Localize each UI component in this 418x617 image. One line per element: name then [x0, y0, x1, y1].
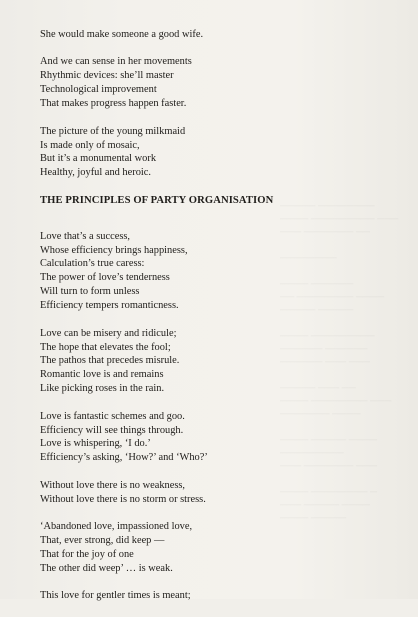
poem-line: Whose efficiency brings happiness, [40, 244, 188, 256]
stanza [40, 479, 400, 507]
stanza [40, 55, 400, 111]
poem-line: She would make someone a good wife. [40, 29, 204, 40]
poem-line: Like picking roses in the rain. [40, 383, 165, 395]
poem-line: Calculation’s true caress: [40, 258, 145, 270]
poem-line: Technological improvement [40, 84, 157, 96]
poem-line: That, ever strong, did keep — [40, 535, 165, 547]
poem-line: ‘Abandoned love, impassioned love, [40, 521, 193, 533]
stanza [40, 125, 400, 181]
stanza [40, 28, 400, 42]
stanzas-after-heading [40, 230, 400, 604]
poem-line: And we can sense in her movements [40, 56, 192, 68]
poem-line: Love is fantastic schemes and goo. [40, 410, 185, 422]
poem-line: Love can be misery and ridicule; [40, 327, 177, 339]
poem-line: Efficiency tempers romanticness. [40, 300, 179, 312]
poem-line: Without love there is no weakness, [40, 479, 186, 491]
poem-line: This love for gentler times is meant; [40, 590, 191, 602]
poem-line: The picture of the young milkmaid [40, 125, 186, 137]
stanza [40, 410, 400, 466]
poem-line: Efficiency’s asking, ‘How?’ and ‘Who?’ [40, 452, 208, 464]
poem-line: Without love there is no storm or stress. [40, 493, 206, 505]
stanza [40, 230, 400, 313]
section-heading: THE PRINCIPLES OF PARTY ORGANISATION [40, 194, 274, 206]
poem-line: But it’s a monumental work [40, 153, 157, 165]
poem-line: Efficiency will see things through. [40, 424, 184, 436]
show-through-text: ───── ──────── ──── ───────── ─── ─── ─────── ── ──────── ──── ────── ── ──────── ──── ───── ───── ──── ───────── ────── ────── ────── ─── ─── ───── ─── ── ──── ──────── ─── ─────── ──── ──── ───── ──── ───────── ─── ─────── ─── ──── ──────── ─ ─── ───── ──── ──── ───── [280, 201, 399, 524]
poem-line: Love is whispering, ‘I do.’ [40, 438, 151, 450]
poem-line: Rhythmic devices: she’ll master [40, 70, 174, 82]
poem-line: The hope that elevates the fool; [40, 341, 171, 353]
poem-line: Romantic love is and remains [40, 369, 164, 381]
poem-line: Healthy, joyful and heroic. [40, 167, 151, 179]
stanza [40, 327, 400, 396]
stanza [40, 520, 400, 576]
poem-line: The other did weep’ … is weak. [40, 562, 173, 574]
poem-line: The pathos that precedes misrule. [40, 355, 180, 367]
poem-line: The power of love’s tenderness [40, 272, 170, 284]
stanza [40, 589, 400, 603]
poem-line: Love that’s a success, [40, 230, 131, 242]
poem-line: Is made only of mosaic, [40, 139, 140, 151]
stanzas-before-heading [40, 28, 400, 180]
poem-text [40, 28, 400, 617]
poem-line: That makes progress happen faster. [40, 98, 187, 110]
poem-line: Will turn to form unless [40, 286, 140, 298]
poem-line: That for the joy of one [40, 549, 134, 560]
